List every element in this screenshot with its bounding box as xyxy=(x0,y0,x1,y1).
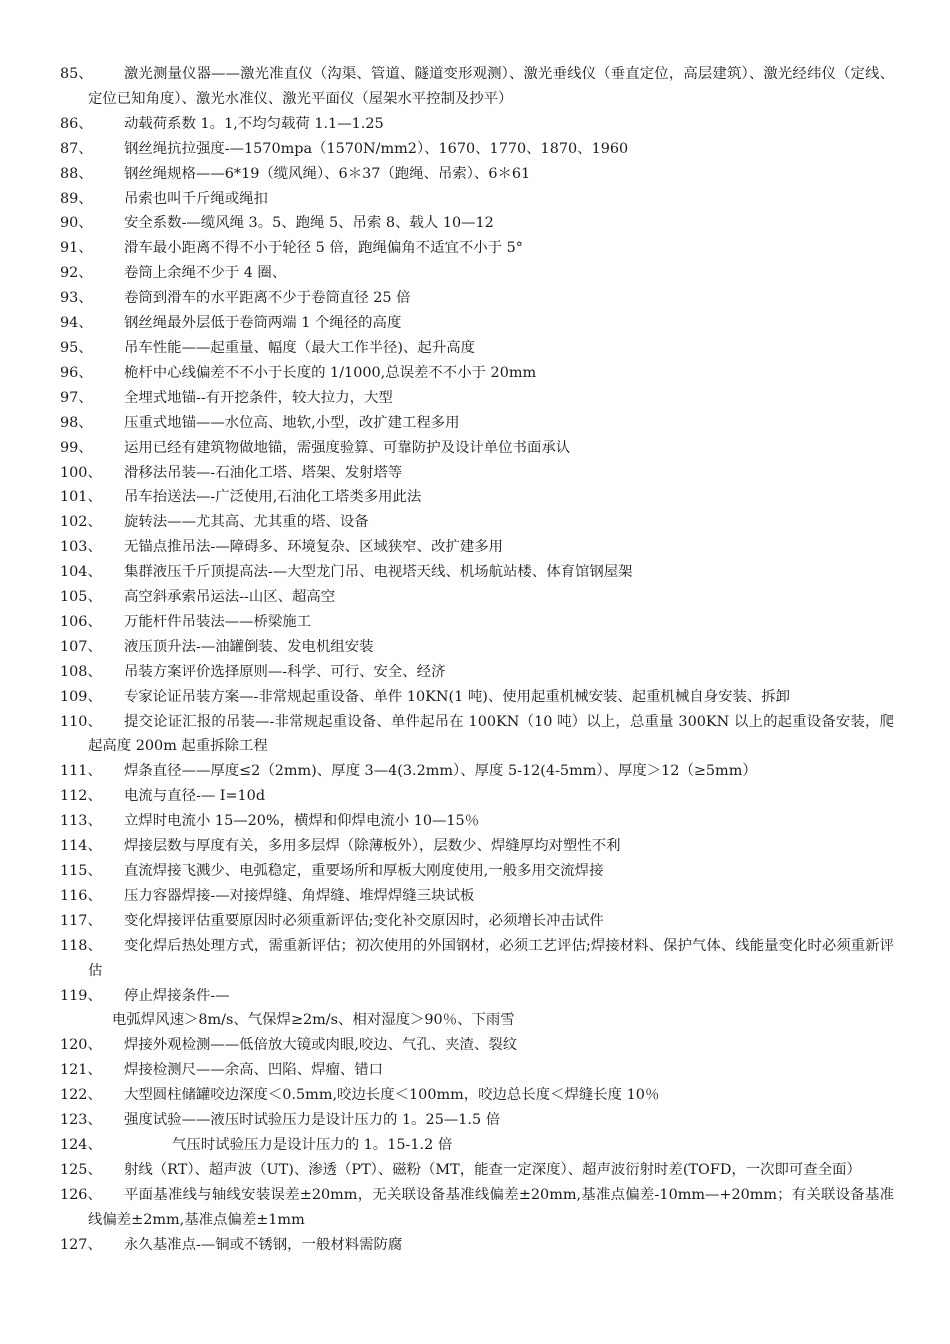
item-text: 焊接外观检测——低倍放大镜或肉眼,咬边、气孔、夹渣、裂纹 xyxy=(124,1037,518,1054)
item-number: 89、 xyxy=(60,190,93,207)
list-item xyxy=(60,809,894,834)
list-item xyxy=(60,1108,894,1133)
list-item xyxy=(60,436,894,461)
list-item xyxy=(60,1233,894,1258)
item-number: 88、 xyxy=(60,165,93,182)
item-text: 运用已经有建筑物做地锚，需强度验算、可靠防护及设计单位书面承认 xyxy=(124,439,571,456)
item-text: 吊装方案评价选择原则—-科学、可行、安全、经济 xyxy=(124,663,446,680)
item-number: 106、 xyxy=(60,613,102,630)
item-number: 116、 xyxy=(60,887,102,904)
item-text: 钢丝绳最外层低于卷筒两端 1 个绳径的高度 xyxy=(124,315,402,332)
item-number: 103、 xyxy=(60,539,102,556)
item-number: 113、 xyxy=(60,813,102,830)
item-number: 101、 xyxy=(60,489,102,506)
item-text: 平面基准线与轴线安装误差±20mm，无关联设备基准线偏差±20mm,基准点偏差-10mm—+20mm；有关联设备基准线偏差±2mm,基准点偏差±1mm xyxy=(88,1186,894,1228)
item-number: 121、 xyxy=(60,1062,102,1079)
list-item xyxy=(60,510,894,535)
list-item xyxy=(60,535,894,560)
item-number: 100、 xyxy=(60,464,102,481)
item-text: 变化焊接评估重要原因时必须重新评估;变化补交原因时，必须增长冲击试件 xyxy=(124,912,604,929)
item-text: 钢丝绳规格——6*19（缆风绳）、6＊37（跑绳、吊索）、6＊61 xyxy=(124,165,531,182)
list-item xyxy=(60,685,894,710)
item-text: 全埋式地锚--有开挖条件，较大拉力，大型 xyxy=(124,389,393,406)
list-item xyxy=(60,286,894,311)
item-text: 滑移法吊装—-石油化工塔、塔架、发射塔等 xyxy=(124,464,403,481)
list-item xyxy=(60,187,894,212)
item-text: 射线（RT）、超声波（UT)、渗透（PT）、磁粉（MT，能查一定深度）、超声波衍射时差(TOFD，一次即可查全面） xyxy=(124,1161,861,1178)
item-text: 卷筒上余绳不少于 4 圈、 xyxy=(124,265,287,282)
item-number: 119、 xyxy=(60,987,102,1004)
item-number: 85、 xyxy=(60,66,93,82)
list-item xyxy=(60,411,894,436)
list-item xyxy=(60,934,894,984)
list-item xyxy=(60,909,894,934)
item-text: 变化焊后热处理方式，需重新评估；初次使用的外国钢材，必须工艺评估;焊接材料、保护气体、线能量变化时必须重新评估 xyxy=(88,937,894,979)
item-number: 91、 xyxy=(60,240,93,257)
list-item xyxy=(60,635,894,660)
item-number: 93、 xyxy=(60,290,93,307)
list-item xyxy=(60,211,894,236)
item-number: 123、 xyxy=(60,1112,102,1129)
list-item xyxy=(60,485,894,510)
list-item xyxy=(60,461,894,486)
list-item xyxy=(60,1083,894,1108)
item-number: 114、 xyxy=(60,838,102,855)
item-number: 110、 xyxy=(60,713,102,730)
list-item xyxy=(60,585,894,610)
item-number: 109、 xyxy=(60,688,102,705)
list-item xyxy=(60,660,894,685)
item-text: 无锚点推吊法-—障碍多、环境复杂、区域狭窄、改扩建多用 xyxy=(124,539,504,556)
item-number: 107、 xyxy=(60,638,102,655)
list-item xyxy=(60,1058,894,1083)
item-text: 压力容器焊接-—对接焊缝、角焊缝、堆焊焊缝三块试板 xyxy=(124,887,475,904)
item-number: 98、 xyxy=(60,414,93,431)
item-text: 大型圆柱储罐咬边深度＜0.5mm,咬边长度＜100mm，咬边总长度＜焊缝长度 10％ xyxy=(124,1087,660,1104)
item-number: 126、 xyxy=(60,1186,102,1203)
item-text: 钢丝绳抗拉强度-—1570mpa（1570N/mm2）、1670、1770、1870、1960 xyxy=(124,140,629,157)
list-item xyxy=(60,1033,894,1058)
list-item xyxy=(60,610,894,635)
item-text: 永久基准点-—铜或不锈钢，一般材料需防腐 xyxy=(124,1236,403,1253)
item-number: 90、 xyxy=(60,215,93,232)
item-text: 吊车性能——起重量、幅度（最大工作半径)、起升高度 xyxy=(124,339,475,356)
list-item xyxy=(60,560,894,585)
item-number: 105、 xyxy=(60,589,102,606)
item-text: 动载荷系数 1。1,不均匀载荷 1.1—1.25 xyxy=(124,115,384,132)
item-number: 99、 xyxy=(60,439,93,456)
item-number: 127、 xyxy=(60,1236,102,1253)
item-number: 125、 xyxy=(60,1161,102,1178)
item-text: 焊条直径——厚度≤2（2mm)、厚度 3—4(3.2mm）、厚度 5-12(4-5mm）、厚度＞12（≥5mm） xyxy=(124,763,757,780)
item-number: 120、 xyxy=(60,1037,102,1054)
item-number: 94、 xyxy=(60,315,93,332)
item-text: 吊索也叫千斤绳或绳扣 xyxy=(124,190,268,207)
item-number: 115、 xyxy=(60,863,102,879)
list-item xyxy=(60,859,894,884)
item-text: 立焊时电流小 15—20%，横焊和仰焊电流小 10—15％ xyxy=(124,813,480,830)
list-item xyxy=(60,336,894,361)
item-text: 集群液压千斤顶提高法-—大型龙门吊、电视塔天线、机场航站楼、体育馆钢屋架 xyxy=(124,564,633,581)
item-text: 焊接检测尺——余高、凹陷、焊瘤、错口 xyxy=(124,1062,384,1079)
item-text: 停止焊接条件-— xyxy=(124,987,230,1004)
list-item xyxy=(60,386,894,411)
item-text: 吊车抬送法—-广泛使用,石油化工塔类多用此法 xyxy=(124,489,422,506)
item-number: 112、 xyxy=(60,788,102,805)
list-item xyxy=(60,710,894,760)
item-text: 桅杆中心线偏差不不小于长度的 1/1000,总误差不不小于 20mm xyxy=(124,364,537,381)
item-text: 高空斜承索吊运法--山区、超高空 xyxy=(124,589,336,606)
list-item xyxy=(60,1133,894,1158)
item-subtext: 电弧焊风速＞8m/s、气保焊≥2m/s、相对湿度＞90％、下雨雪 xyxy=(112,1012,515,1029)
item-number: 122、 xyxy=(60,1087,102,1104)
item-text: 电流与直径-— I=10d xyxy=(124,788,266,805)
item-text: 安全系数-—缆风绳 3。5、跑绳 5、吊索 8、载人 10—12 xyxy=(124,215,494,232)
list-item xyxy=(60,162,894,187)
item-number: 96、 xyxy=(60,364,93,381)
list-item xyxy=(60,361,894,386)
list-item xyxy=(60,261,894,286)
list-item xyxy=(60,834,894,859)
item-number: 104、 xyxy=(60,564,102,581)
item-number: 87、 xyxy=(60,140,93,157)
list-item xyxy=(60,236,894,261)
list-item xyxy=(60,62,894,112)
item-number: 117、 xyxy=(60,912,102,929)
list-item xyxy=(60,759,894,784)
item-number: 95、 xyxy=(60,339,93,356)
item-text: 旋转法——尤其高、尤其重的塔、设备 xyxy=(124,514,369,531)
list-item xyxy=(60,112,894,137)
item-text: 提交论证汇报的吊装—-非常规起重设备、单件起吊在 100KN（10 吨）以上，总重量 300KN 以上的起重设备安装，爬起高度 200m 起重拆除工程 xyxy=(88,713,894,755)
item-number: 111、 xyxy=(60,763,102,780)
list-item xyxy=(60,1158,894,1183)
item-number: 92、 xyxy=(60,265,93,282)
item-text: 直流焊接飞溅少、电弧稳定，重要场所和厚板大刚度使用,一般多用交流焊接 xyxy=(124,863,604,879)
item-text: 压重式地锚——水位高、地软,小型，改扩建工程多用 xyxy=(124,414,460,431)
item-text: 强度试验——液压时试验压力是设计压力的 1。25—1.5 倍 xyxy=(124,1112,501,1129)
item-number: 118、 xyxy=(60,937,102,954)
item-number: 86、 xyxy=(60,115,93,132)
list-item xyxy=(60,884,894,909)
item-text: 卷筒到滑车的水平距离不少于卷筒直径 25 倍 xyxy=(124,290,411,307)
item-text: 气压时试验压力是设计压力的 1。15-1.2 倍 xyxy=(172,1136,453,1153)
item-text: 专家论证吊装方案—-非常规起重设备、单件 10KN(1 吨)、使用起重机械安装、起重机械自身安装、拆卸 xyxy=(124,688,791,705)
item-text: 万能杆件吊装法——桥梁施工 xyxy=(124,613,312,630)
item-text: 激光测量仪器——激光准直仪（沟渠、管道、隧道变形观测）、激光垂线仪（垂直定位，高层建筑）、激光经纬仪（定线、定位已知角度）、激光水准仪、激光平面仪（屋架水平控制及抄平） xyxy=(88,66,894,107)
item-text: 焊接层数与厚度有关，多用多层焊（除薄板外），层数少、焊缝厚均对塑性不利 xyxy=(124,838,621,855)
list-item xyxy=(60,1183,894,1233)
list-item xyxy=(60,784,894,809)
item-number: 102、 xyxy=(60,514,102,531)
item-number: 124、 xyxy=(60,1136,102,1153)
item-number: 97、 xyxy=(60,389,93,406)
list-item xyxy=(60,311,894,336)
item-number: 108、 xyxy=(60,663,102,680)
list-item xyxy=(60,984,894,1034)
item-text: 滑车最小距离不得不小于轮径 5 倍，跑绳偏角不适宜不小于 5° xyxy=(124,240,523,257)
item-text: 液压顶升法-—油罐倒装、发电机组安装 xyxy=(124,638,374,655)
numbered-list xyxy=(60,62,894,1258)
list-item xyxy=(60,137,894,162)
